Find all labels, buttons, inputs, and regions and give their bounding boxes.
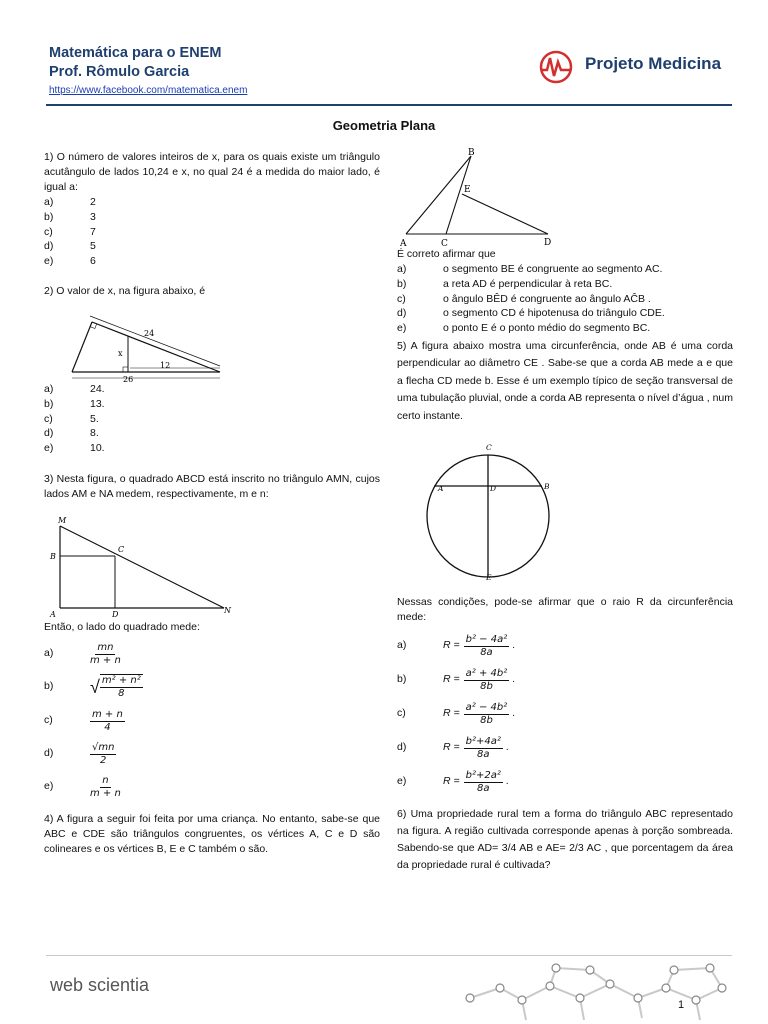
option: d) 5 [44, 240, 96, 253]
svg-text:M: M [58, 516, 67, 525]
option: d) $\frac{√mn}{2}$ [44, 741, 115, 766]
question-6-text: 6) Uma propriedade rural tem a forma do triângulo ABC representado na figura. A região cultivada corresponde apenas à porção sombreada. Sabendo-se que AD= 3/4 AB e AE= 2/3 AC , que porcentagem da área da propriedade rural é cultivada? [397, 808, 733, 871]
option: a) 24. [44, 383, 105, 395]
question-5-text: 5) A figura abaixo mostra uma circunferência, onde AB é uma corda perpendicular ao diâmetro CE . Sabe-se que a corda AB mede a e que a flecha CD mede b. Esse é um exemplo típico de seção transversal de uma tubulação pluvial, onde a corda AB representa o nível d’água , num certo instante. [397, 339, 733, 422]
footer-divider [46, 955, 732, 956]
header-subtitle: Prof. Rômulo Garcia [49, 64, 190, 80]
question-2-figure [68, 308, 228, 386]
svg-text:D: D [544, 238, 552, 248]
question-4-options [397, 262, 733, 336]
svg-text:N: N [224, 606, 231, 615]
svg-text:E: E [464, 185, 471, 195]
fraction: $\frac{\text{m² + n²}}{8}$ [101, 675, 141, 699]
question-3-text: 3) Nesta figura, o quadrado ABCD está inscrito no triângulo AMN, cujos lados AM e NA medem, respectivamente, m e n: [44, 473, 380, 500]
option: c) 5. [44, 412, 99, 425]
option: a) R = $\frac{\text{b² − 4a²}}{8a}$ . [397, 633, 516, 658]
option: e) 6 [44, 255, 96, 268]
option: e) 10. [44, 442, 105, 455]
question-3-figure [46, 512, 246, 622]
question-5-answers [397, 595, 733, 799]
sqrt-sign: √ [90, 677, 100, 697]
option: c) $\frac{m + n}{4}$ [44, 708, 123, 733]
option: c) R = $\frac{\text{a² − 4b²}}{8b}$ . [397, 701, 516, 726]
svg-text:C: C [118, 545, 125, 554]
question-4-text: 4) A figura a seguir foi feita por uma criança. No entanto, sabe-se que ABC e CDE são triângulos congruentes, os vértices A, C e D são colineares e os vértices B, E e C também o são. [44, 813, 380, 855]
label-12: 12 [160, 361, 171, 370]
label-x: x [118, 349, 123, 358]
option: b) 13. [44, 397, 105, 410]
option: a) 2 [44, 196, 96, 208]
fraction: $\frac{\text{b²+4a²}}{8a}$ [465, 735, 501, 760]
header-title: Matemática para o ENEM [49, 45, 222, 61]
option: a) $\frac{mn}{m + n}$ [44, 641, 121, 666]
fraction: $\frac{mn}{m + n}$ [90, 641, 121, 666]
molecule-decoration [460, 958, 740, 1022]
svg-text:C: C [486, 443, 492, 452]
left-column [44, 150, 380, 269]
question-5-after: Nessas condições, pode-se afirmar que o raio R da circunferência mede: [397, 596, 733, 623]
question-2-options [44, 382, 244, 456]
fraction: $\frac{\text{a² + 4b²}}{8b}$ [465, 667, 508, 692]
svg-text:B: B [50, 552, 56, 561]
option: b) a reta AD é perpendicular à reta BC. [397, 277, 613, 290]
option: e) R = $\frac{\text{b²+2a²}}{8a}$ . [397, 769, 509, 794]
brand-name: Projeto Medicina [585, 54, 722, 73]
label-24: 24 [144, 329, 155, 338]
svg-text:D: D [490, 484, 497, 493]
question-3-after: Então, o lado do quadrado mede: [44, 621, 200, 633]
question-1-text: 1) O número de valores inteiros de x, para os quais existe um triângulo acutângulo de lados 10,24 e x, no qual 24 é a medida do maior lado, é igual a: [44, 151, 380, 193]
fraction: $\frac{\text{b² − 4a²}}{8a}$ [465, 633, 508, 658]
question-2-text: 2) O valor de x, na figura abaixo, é [44, 285, 206, 297]
document-title: Geometria Plana [332, 118, 436, 133]
question-1-options [44, 195, 380, 269]
fraction: $\frac{\text{a² − 4b²}}{8b}$ [465, 701, 508, 726]
option: e) $\frac{n}{m + n}$ [44, 774, 121, 799]
web-scientia-logo: web scientia [50, 975, 150, 995]
question-4-answers [397, 247, 733, 425]
page-number: 1 [678, 999, 685, 1011]
svg-text:C: C [441, 239, 448, 249]
option: c) 7 [44, 225, 96, 238]
fraction: $\frac{m + n}{4}$ [92, 708, 123, 733]
label-26: 26 [123, 375, 134, 384]
svg-text:D: D [112, 610, 119, 619]
option: a) o segmento BE é congruente ao segmento AC. [397, 263, 663, 275]
svg-text:A: A [400, 239, 407, 249]
fraction: $\frac{√mn}{2}$ [92, 741, 115, 766]
option: b) √ $\frac{\text{m² + n²}}{8}$ [44, 675, 141, 699]
fraction: $\frac{n}{m + n}$ [90, 774, 121, 799]
question-4-lead: É correto afirmar que [397, 248, 496, 260]
option: c) o ângulo BÊD é congruente ao ângulo AĈB . [397, 292, 651, 305]
question-3-answers [44, 620, 380, 803]
svg-text:B: B [544, 482, 550, 491]
svg-text:A: A [50, 610, 56, 619]
svg-text:E: E [486, 573, 492, 582]
option: d) R = $\frac{\text{b²+4a²}}{8a}$ . [397, 735, 509, 760]
option: d) 8. [44, 427, 99, 440]
fraction: $\frac{\text{b²+2a²}}{8a}$ [465, 769, 501, 794]
option: d) o segmento CD é hipotenusa do triângulo CDE. [397, 307, 665, 320]
facebook-link[interactable]: https://www.facebook.com/matematica.enem [49, 85, 248, 96]
question-5-circle-figure [426, 440, 562, 582]
svg-text:A: A [438, 484, 444, 493]
svg-text:B: B [468, 148, 475, 158]
question-4-figure [396, 146, 566, 250]
option: e) o ponto E é o ponto médio do segmento BC. [397, 322, 651, 335]
option: b) R = $\frac{\text{a² + 4b²}}{8b}$ . [397, 667, 516, 692]
option: b) 3 [44, 210, 96, 223]
question-2 [44, 284, 380, 299]
header-divider [46, 104, 732, 106]
